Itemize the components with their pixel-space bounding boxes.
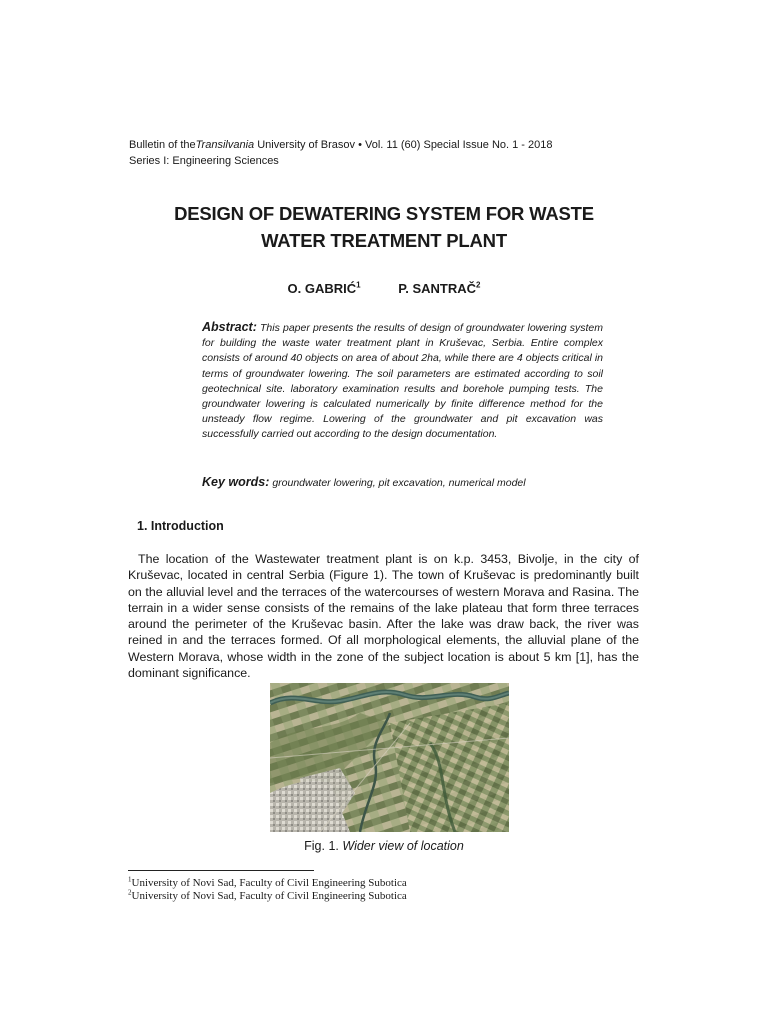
author-2 — [398, 281, 480, 296]
footnote-2 — [128, 890, 528, 903]
caption-text: Wider view of location — [342, 839, 464, 853]
journal-header — [129, 137, 649, 169]
footnote-text: University of Novi Sad, Faculty of Civil Engineering Subotica — [131, 890, 407, 902]
keywords-label: Key words: — [202, 475, 270, 489]
footnote-1 — [128, 877, 528, 890]
footnote-text: University of Novi Sad, Faculty of Civil Engineering Subotica — [131, 877, 407, 889]
bulletin-line — [129, 137, 649, 153]
abstract-text: This paper presents the results of design of groundwater lowering system for building the waste water treatment plant in Kruševac, Serbia. Entire complex consists of around 40 objects on area of about 2ha, while there are 4 objects critical in terms of groundwater lowering. The soil parameters are estimated according to soil geotechnical site. laboratory examination results and borehole pumping tests. The groundwater lowering is calculated numerically by finite difference method for the unsteady flow regime. Lowering of the groundwater and pit excavation was successfully carried out according to the design documentation. — [202, 322, 604, 441]
abstract-label: Abstract: — [202, 320, 257, 334]
bulletin-suffix: University of Brasov • Vol. 11 (60) Special Issue No. 1 - 2018 — [254, 139, 553, 151]
footnote-mark: 1 — [128, 875, 132, 884]
intro-paragraph: The location of the Wastewater treatment plant is on k.p. 3453, Bivolje, in the city of Kruševac, located in central Serbia (Figure 1). The town of Kruševac is predominantly built on the alluvial level and the terraces of the watercourses of western Morava and Rasina. The terrain in a wider sense consists of the remains of the lake plateau that form three terraces around the perimeter of the Kruševac basin. After the lake was draw back, the river was reined in and the terraces formed. Of all morphological elements, the alluvial plane of the Western Morava, whose width in the zone of the subject location is about 5 km [1], has the dominant significance. — [128, 552, 639, 681]
caption-prefix: Fig. 1. — [304, 839, 339, 853]
footnotes — [128, 877, 528, 903]
affiliation-mark: 2 — [476, 280, 481, 290]
author-list — [0, 281, 768, 296]
affiliation-mark: 1 — [356, 280, 361, 290]
footnote-divider — [128, 870, 314, 871]
author-name: O. GABRIĆ — [287, 281, 357, 296]
footnote-mark: 2 — [128, 888, 132, 897]
satellite-image — [270, 683, 509, 832]
bulletin-prefix: Bulletin of the — [129, 139, 196, 151]
series-line: Series I: Engineering Sciences — [129, 155, 279, 167]
author-name: P. SANTRAČ — [398, 281, 477, 296]
keywords-text: groundwater lowering, pit excavation, numerical model — [272, 477, 526, 489]
section-heading: 1. Introduction — [137, 519, 224, 533]
title-line-1: DESIGN OF DEWATERING SYSTEM FOR WASTE — [174, 203, 594, 224]
aerial-photo-graphic — [270, 683, 509, 832]
bulletin-italic: Transilvania — [195, 139, 255, 151]
paper-title — [110, 200, 658, 254]
author-1 — [288, 281, 361, 296]
keywords — [202, 474, 622, 491]
figure-caption — [0, 839, 768, 853]
abstract — [202, 320, 603, 443]
title-line-2: WATER TREATMENT PLANT — [261, 230, 507, 251]
